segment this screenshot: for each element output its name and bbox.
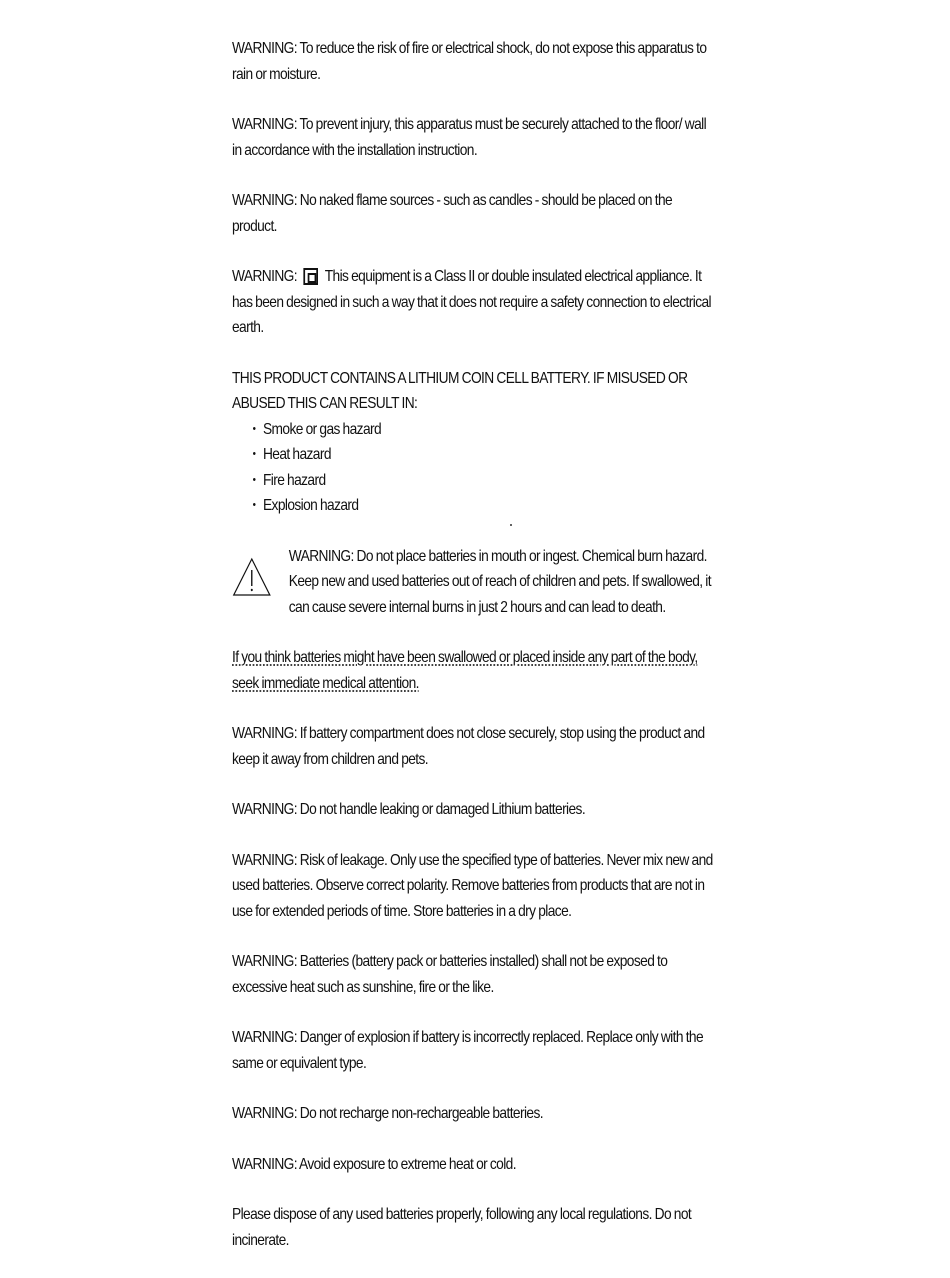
warning-naked-flame: WARNING: No naked flame sources - such as candles - should be placed on the product. xyxy=(232,192,673,235)
scan-speck xyxy=(510,524,512,526)
safety-warnings-document xyxy=(232,36,714,1278)
ingestion-warning-block xyxy=(232,544,714,621)
hazard-item: • Smoke or gas hazard xyxy=(253,417,714,443)
warning-compartment: WARNING: If battery compartment does not close securely, stop using the product and keep it away from children and pets. xyxy=(232,725,705,768)
warning-leaking-batteries: WARNING: Do not handle leaking or damaged Lithium batteries. xyxy=(232,801,586,818)
disposal-notice: Please dispose of any used batteries properly, following any local regulations. Do not incinerate. xyxy=(232,1206,692,1249)
hazard-item: • Heat hazard xyxy=(253,442,714,468)
warning-class-ii xyxy=(232,264,714,341)
warning-secure-attachment: WARNING: To prevent injury, this apparatus must be securely attached to the floor/ wall in accordance with the installation instruction. xyxy=(232,116,707,159)
ingestion-warning-text: WARNING: Do not place batteries in mouth or ingest. Chemical burn hazard. Keep new and used batteries out of reach of children and pets. If swallowed, it can cause severe internal burns in just 2 hours and can lead to death. xyxy=(288,547,711,616)
lithium-battery-notice xyxy=(232,366,714,519)
warning-explosion: WARNING: Danger of explosion if battery is incorrectly replaced. Replace only with the same or equivalent type. xyxy=(232,1029,704,1072)
hazard-item: • Fire hazard xyxy=(253,468,714,494)
class-ii-text: This equipment is a Class II or double insulated electrical appliance. It has been designed in such a way that it does not require a safety connection to electrical earth. xyxy=(232,268,711,336)
warning-label: WARNING: xyxy=(232,268,298,285)
warning-moisture: WARNING: To reduce the risk of fire or electrical shock, do not expose this apparatus to rain or moisture. xyxy=(232,40,707,83)
warning-leakage: WARNING: Risk of leakage. Only use the specified type of batteries. Never mix new and used batteries. Observe correct polarity. Remove batteries from products that are not in use for extended periods of time. Store batteries in a dry place. xyxy=(232,851,713,920)
hazard-list xyxy=(232,417,714,519)
warning-heat-exposure: WARNING: Batteries (battery pack or batteries installed) shall not be exposed to excessive heat such as sunshine, fire or the like. xyxy=(232,953,668,996)
warning-extreme-temperature: WARNING: Avoid exposure to extreme heat or cold. xyxy=(232,1155,516,1173)
warning-recharge: WARNING: Do not recharge non-rechargeable batteries. xyxy=(232,1105,543,1122)
lithium-battery-heading: THIS PRODUCT CONTAINS A LITHIUM COIN CELL BATTERY. IF MISUSED OR ABUSED THIS CAN RESULT IN: xyxy=(232,369,688,412)
medical-attention-notice: If you think batteries might have been swallowed or placed inside any part of the body, seek immediate medical attention. xyxy=(232,649,698,692)
class-ii-double-insulation-icon xyxy=(303,268,318,285)
hazard-item: • Explosion hazard xyxy=(253,493,714,519)
warning-triangle-icon xyxy=(232,557,272,597)
